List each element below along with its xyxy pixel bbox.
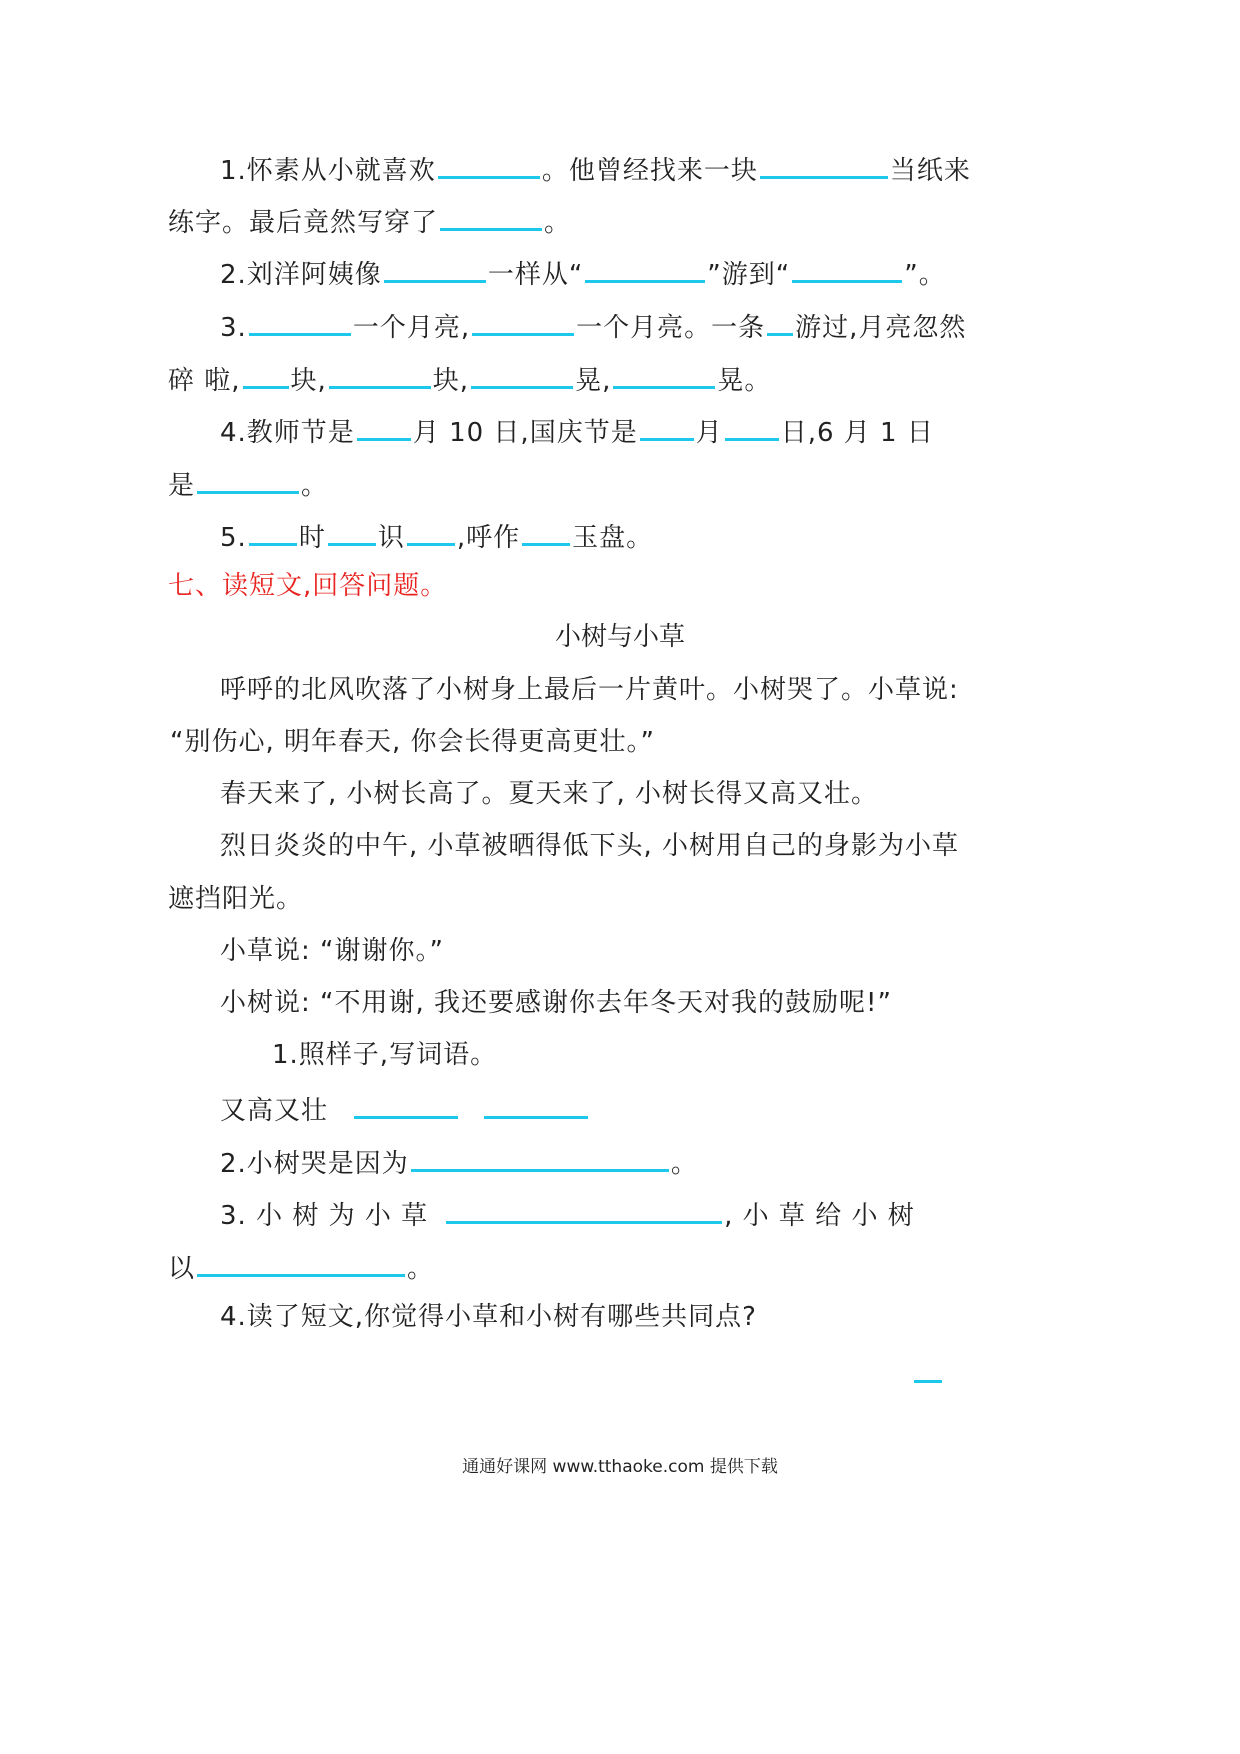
q6-5-text-a: 5.	[220, 523, 247, 553]
q6-4-text-d: 日,6 月 1 日	[780, 418, 934, 448]
story-paragraph-2: 春天来了, 小树长高了。夏天来了, 小树长得又高又壮。	[220, 779, 879, 809]
s7-question-1-example	[220, 1090, 590, 1128]
q6-1-text-d: 练字。最后竟然写穿了	[168, 208, 439, 238]
q6-3-text-i: 晃。	[717, 366, 772, 396]
example-word: 又高又壮	[220, 1096, 329, 1126]
q6-3-text-h: 晃,	[575, 366, 612, 396]
answer-blank[interactable]	[329, 360, 431, 389]
q6-3-text-c: 一个月亮。一条	[576, 313, 766, 343]
answer-blank[interactable]	[725, 412, 779, 441]
answer-blank[interactable]	[384, 254, 486, 283]
q6-1-text-e: 。	[544, 208, 572, 238]
q6-5-text-d: ,呼作	[456, 523, 521, 553]
q6-1-text-b: 。他曾经找来一块	[541, 156, 758, 186]
answer-blank[interactable]	[440, 202, 542, 231]
answer-blank[interactable]	[792, 254, 902, 283]
answer-blank[interactable]	[249, 517, 297, 546]
q6-4-text-e: 是	[168, 471, 196, 501]
story-paragraph-1-line-1: 呼呼的北风吹落了小树身上最后一片黄叶。小树哭了。小草说:	[220, 675, 959, 705]
q6-2-text-d: ”。	[904, 260, 946, 290]
section-heading: 七、读短文,回答问题。	[168, 571, 448, 601]
s7-q3-text-d: 。	[407, 1254, 435, 1284]
answer-blank[interactable]	[585, 254, 705, 283]
q6-item-1-line-2	[168, 202, 571, 240]
answer-blank[interactable]	[243, 360, 289, 389]
s7-question-1: 1.照样子,写词语。	[272, 1040, 498, 1070]
s7-q3-text-a: 3. 小 树 为 小 草	[220, 1201, 429, 1231]
answer-blank[interactable]	[357, 412, 411, 441]
q6-4-text-c: 月	[695, 418, 723, 448]
q6-item-4-line-1	[220, 412, 934, 450]
story-paragraph-4: 小草说: “谢谢你。”	[220, 936, 444, 966]
answer-blank[interactable]	[522, 517, 570, 546]
answer-blank[interactable]	[484, 1090, 588, 1119]
story-paragraph-3-line-1: 烈日炎炎的中午, 小草被晒得低下头, 小树用自己的身影为小草	[220, 831, 960, 861]
s7-q3-text-c: 以	[168, 1254, 196, 1284]
answer-blank[interactable]	[767, 307, 793, 336]
q6-4-text-f: 。	[301, 471, 329, 501]
q6-3-text-g: 块,	[432, 366, 470, 396]
q6-item-5	[220, 517, 653, 555]
story-paragraph-5: 小树说: “不用谢, 我还要感谢你去年冬天对我的鼓励呢!”	[220, 988, 892, 1018]
answer-blank[interactable]	[411, 1143, 669, 1172]
answer-blank[interactable]	[471, 360, 573, 389]
answer-blank[interactable]	[640, 412, 694, 441]
answer-blank[interactable]	[197, 1248, 405, 1277]
q6-item-2	[220, 254, 946, 292]
q6-3-text-d: 游过,月亮忽然	[795, 313, 967, 343]
q6-item-3-line-2	[168, 360, 771, 398]
story-paragraph-1-line-2: “别伤心, 明年春天, 你会长得更高更壮。”	[170, 727, 655, 757]
answer-blank[interactable]	[472, 307, 574, 336]
s7-question-3-line-1	[220, 1195, 915, 1233]
story-paragraph-3-line-2: 遮挡阳光。	[168, 884, 304, 914]
q6-item-4-line-2	[168, 465, 328, 503]
answer-blank[interactable]	[446, 1195, 722, 1224]
q6-1-text-a: 1.怀素从小就喜欢	[220, 156, 436, 186]
q6-3-text-f: 块,	[290, 366, 327, 396]
q6-2-text-b: 一样从“	[487, 260, 584, 290]
s7-question-4: 4.读了短文,你觉得小草和小树有哪些共同点?	[220, 1302, 757, 1332]
s7-question-3-line-2	[168, 1248, 434, 1286]
footer-credit: 通通好课网 www.tthaoke.com 提供下载	[462, 1457, 778, 1477]
q6-item-3-line-1	[220, 307, 966, 345]
q6-5-text-c: 识	[377, 523, 405, 553]
q6-1-text-c: 当纸来	[889, 156, 971, 186]
story-title: 小树与小草	[554, 622, 685, 652]
answer-blank[interactable]	[354, 1090, 458, 1119]
q6-2-text-a: 2.刘洋阿姨像	[220, 260, 382, 290]
answer-blank[interactable]	[613, 360, 715, 389]
answer-blank[interactable]	[438, 150, 540, 179]
answer-blank[interactable]	[249, 307, 351, 336]
answer-blank[interactable]	[760, 150, 888, 179]
q6-4-text-b: 月 10 日,国庆节是	[412, 418, 638, 448]
q6-3-text-e: 碎 啦,	[168, 366, 241, 396]
s7-q2-text-b: 。	[670, 1149, 698, 1179]
q6-2-text-c: ”游到“	[707, 260, 791, 290]
answer-blank[interactable]	[197, 465, 299, 494]
s7-question-2	[220, 1143, 698, 1181]
q6-5-text-e: 玉盘。	[572, 523, 654, 553]
q6-4-text-a: 4.教师节是	[220, 418, 355, 448]
answer-blank[interactable]	[328, 517, 376, 546]
q6-3-text-a: 3.	[220, 313, 247, 343]
s7-q2-text-a: 2.小树哭是因为	[220, 1149, 409, 1179]
s7-q3-text-b: , 小 草 给 小 树	[724, 1201, 915, 1231]
answer-blank[interactable]	[407, 517, 455, 546]
q6-item-1-line-1	[220, 150, 971, 188]
q6-3-text-b: 一个月亮,	[352, 313, 471, 343]
answer-blank[interactable]	[914, 1380, 942, 1383]
q6-5-text-b: 时	[298, 523, 326, 553]
